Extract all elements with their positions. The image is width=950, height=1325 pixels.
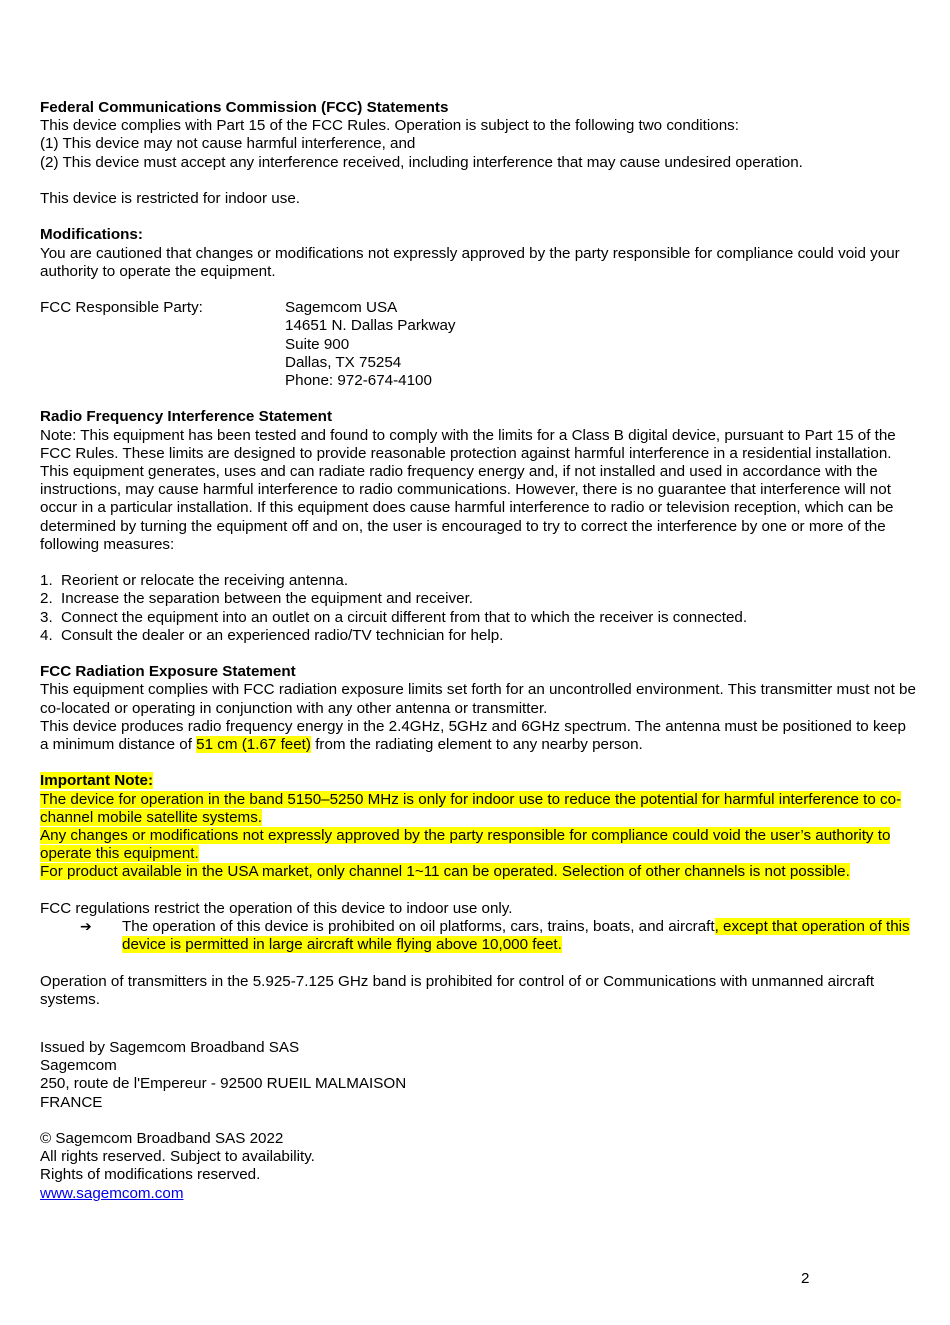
address-line: Suite 900 [285, 335, 350, 353]
list-item: 4. Consult the dealer or an experienced radio/TV technician for help. [40, 626, 504, 644]
radiation-text-1: This equipment complies with FCC radiation exposure limits set forth for an uncontrolled environment. This transmitter must not be co-located or operating in conjunction with any other antenna or transmitter. [40, 681, 916, 717]
responsible-party-address [285, 299, 918, 390]
transmitters-text: Operation of transmitters in the 5.925-7.125 GHz band is prohibited for control of or Communications with unmanned aircraft systems. [40, 972, 875, 1008]
fcc-heading: Federal Communications Commission (FCC) Statements [40, 99, 449, 116]
copyright-line: © Sagemcom Broadband SAS 2022 [40, 1130, 284, 1148]
radiation-text-2: This device produces radio frequency energy in the 2.4GHz, 5GHz and 6GHz spectrum. The antenna must be positioned to keep a minimum distance of 51 cm (1.67 feet) from the radiating element to any nearby person. [40, 717, 906, 754]
address-line: 14651 N. Dallas Parkway [285, 317, 456, 335]
website-link[interactable]: www.sagemcom.com [40, 1184, 184, 1202]
important-note [40, 772, 918, 790]
rfi-heading: Radio Frequency Interference Statement [40, 408, 333, 426]
modifications-text: You are cautioned that changes or modifications not expressly approved by the party responsible for compliance could void your authority to operate the equipment. [40, 244, 900, 280]
page-number: 2 [801, 1270, 810, 1287]
aircraft-highlight: , except that operation of this device is permitted in large aircraft while flying above 10,000 feet. [122, 918, 910, 954]
issuer-line: 250, route de l'Empereur - 92500 RUEIL MALMAISON [40, 1075, 407, 1093]
rfi-text: Note: This equipment has been tested and found to comply with the limits for a Class B digital device, pursuant to Part 15 of the FCC Rules. These limits are designed to provide reasonable protection against harmful interference in a residential installation. This equipment generates, uses and can radiate radio frequency energy and, if not installed and used in accordance with the instructions, may cause harmful interference to radio communications. However, there is no guarantee that interference will not occur in a particular installation. If this equipment does cause harmful interference to radio or television reception, which can be determined by turning the equipment off and on, the user is encouraged to try to correct the interference by one or more of the following measures: [40, 426, 896, 553]
regulations-bullet: ➔ The operation of this device is prohibited on oil platforms, cars, trains, boats, and aircraft, except that operation of this device is permitted in large aircraft while flying above 10,000 feet. [80, 918, 910, 954]
arrow-right-icon: ➔ [80, 919, 92, 936]
distance-highlight: 51 cm (1.67 feet) [196, 736, 311, 754]
fcc-line-1: This device complies with Part 15 of the FCC Rules. Operation is subject to the following two conditions: [40, 117, 739, 135]
list-item: 2. Increase the separation between the equipment and receiver. [40, 590, 474, 608]
issuer-line: FRANCE [40, 1093, 103, 1111]
list-item: 3. Connect the equipment into an outlet on a circuit different from that to which the receiver is connected. [40, 608, 748, 626]
address-line: Sagemcom USA [285, 299, 398, 317]
indoor-use-text: This device is restricted for indoor use. [40, 190, 300, 207]
important-line-3: For product available in the USA market, only channel 1~11 can be operated. Selection of other channels is not possible. [40, 863, 850, 881]
responsible-party [40, 299, 918, 390]
regulations-text: FCC regulations restrict the operation of this device to indoor use only. [40, 899, 513, 917]
important-line-2: Any changes or modifications not expressly approved by the party responsible for compliance could void the user’s authority to operate this equipment. [40, 827, 891, 863]
address-line: Phone: 972-674-4100 [285, 372, 432, 389]
document-body [40, 99, 918, 1203]
issuer-line: Sagemcom [40, 1057, 117, 1075]
list-item: 1. Reorient or relocate the receiving antenna. [40, 572, 349, 590]
fcc-line-3: (2) This device must accept any interference received, including interference that may cause undesired operation. [40, 153, 803, 171]
radiation-heading: FCC Radiation Exposure Statement [40, 663, 296, 681]
important-line-1: The device for operation in the band 5150–5250 MHz is only for indoor use to reduce the potential for harmful interference to co-channel mobile satellite systems. [40, 790, 902, 826]
issuer-line: Issued by Sagemcom Broadband SAS [40, 1039, 300, 1057]
address-line: Dallas, TX 75254 [285, 353, 402, 371]
important-heading: Important Note: [40, 772, 154, 790]
responsible-party-label: FCC Responsible Party: [40, 299, 203, 317]
copyright-line: All rights reserved. Subject to availability. [40, 1148, 315, 1166]
modifications-heading: Modifications: [40, 226, 143, 244]
fcc-line-2: (1) This device may not cause harmful interference, and [40, 135, 416, 153]
copyright-line: Rights of modifications reserved. [40, 1166, 261, 1184]
measures-list [40, 572, 918, 645]
